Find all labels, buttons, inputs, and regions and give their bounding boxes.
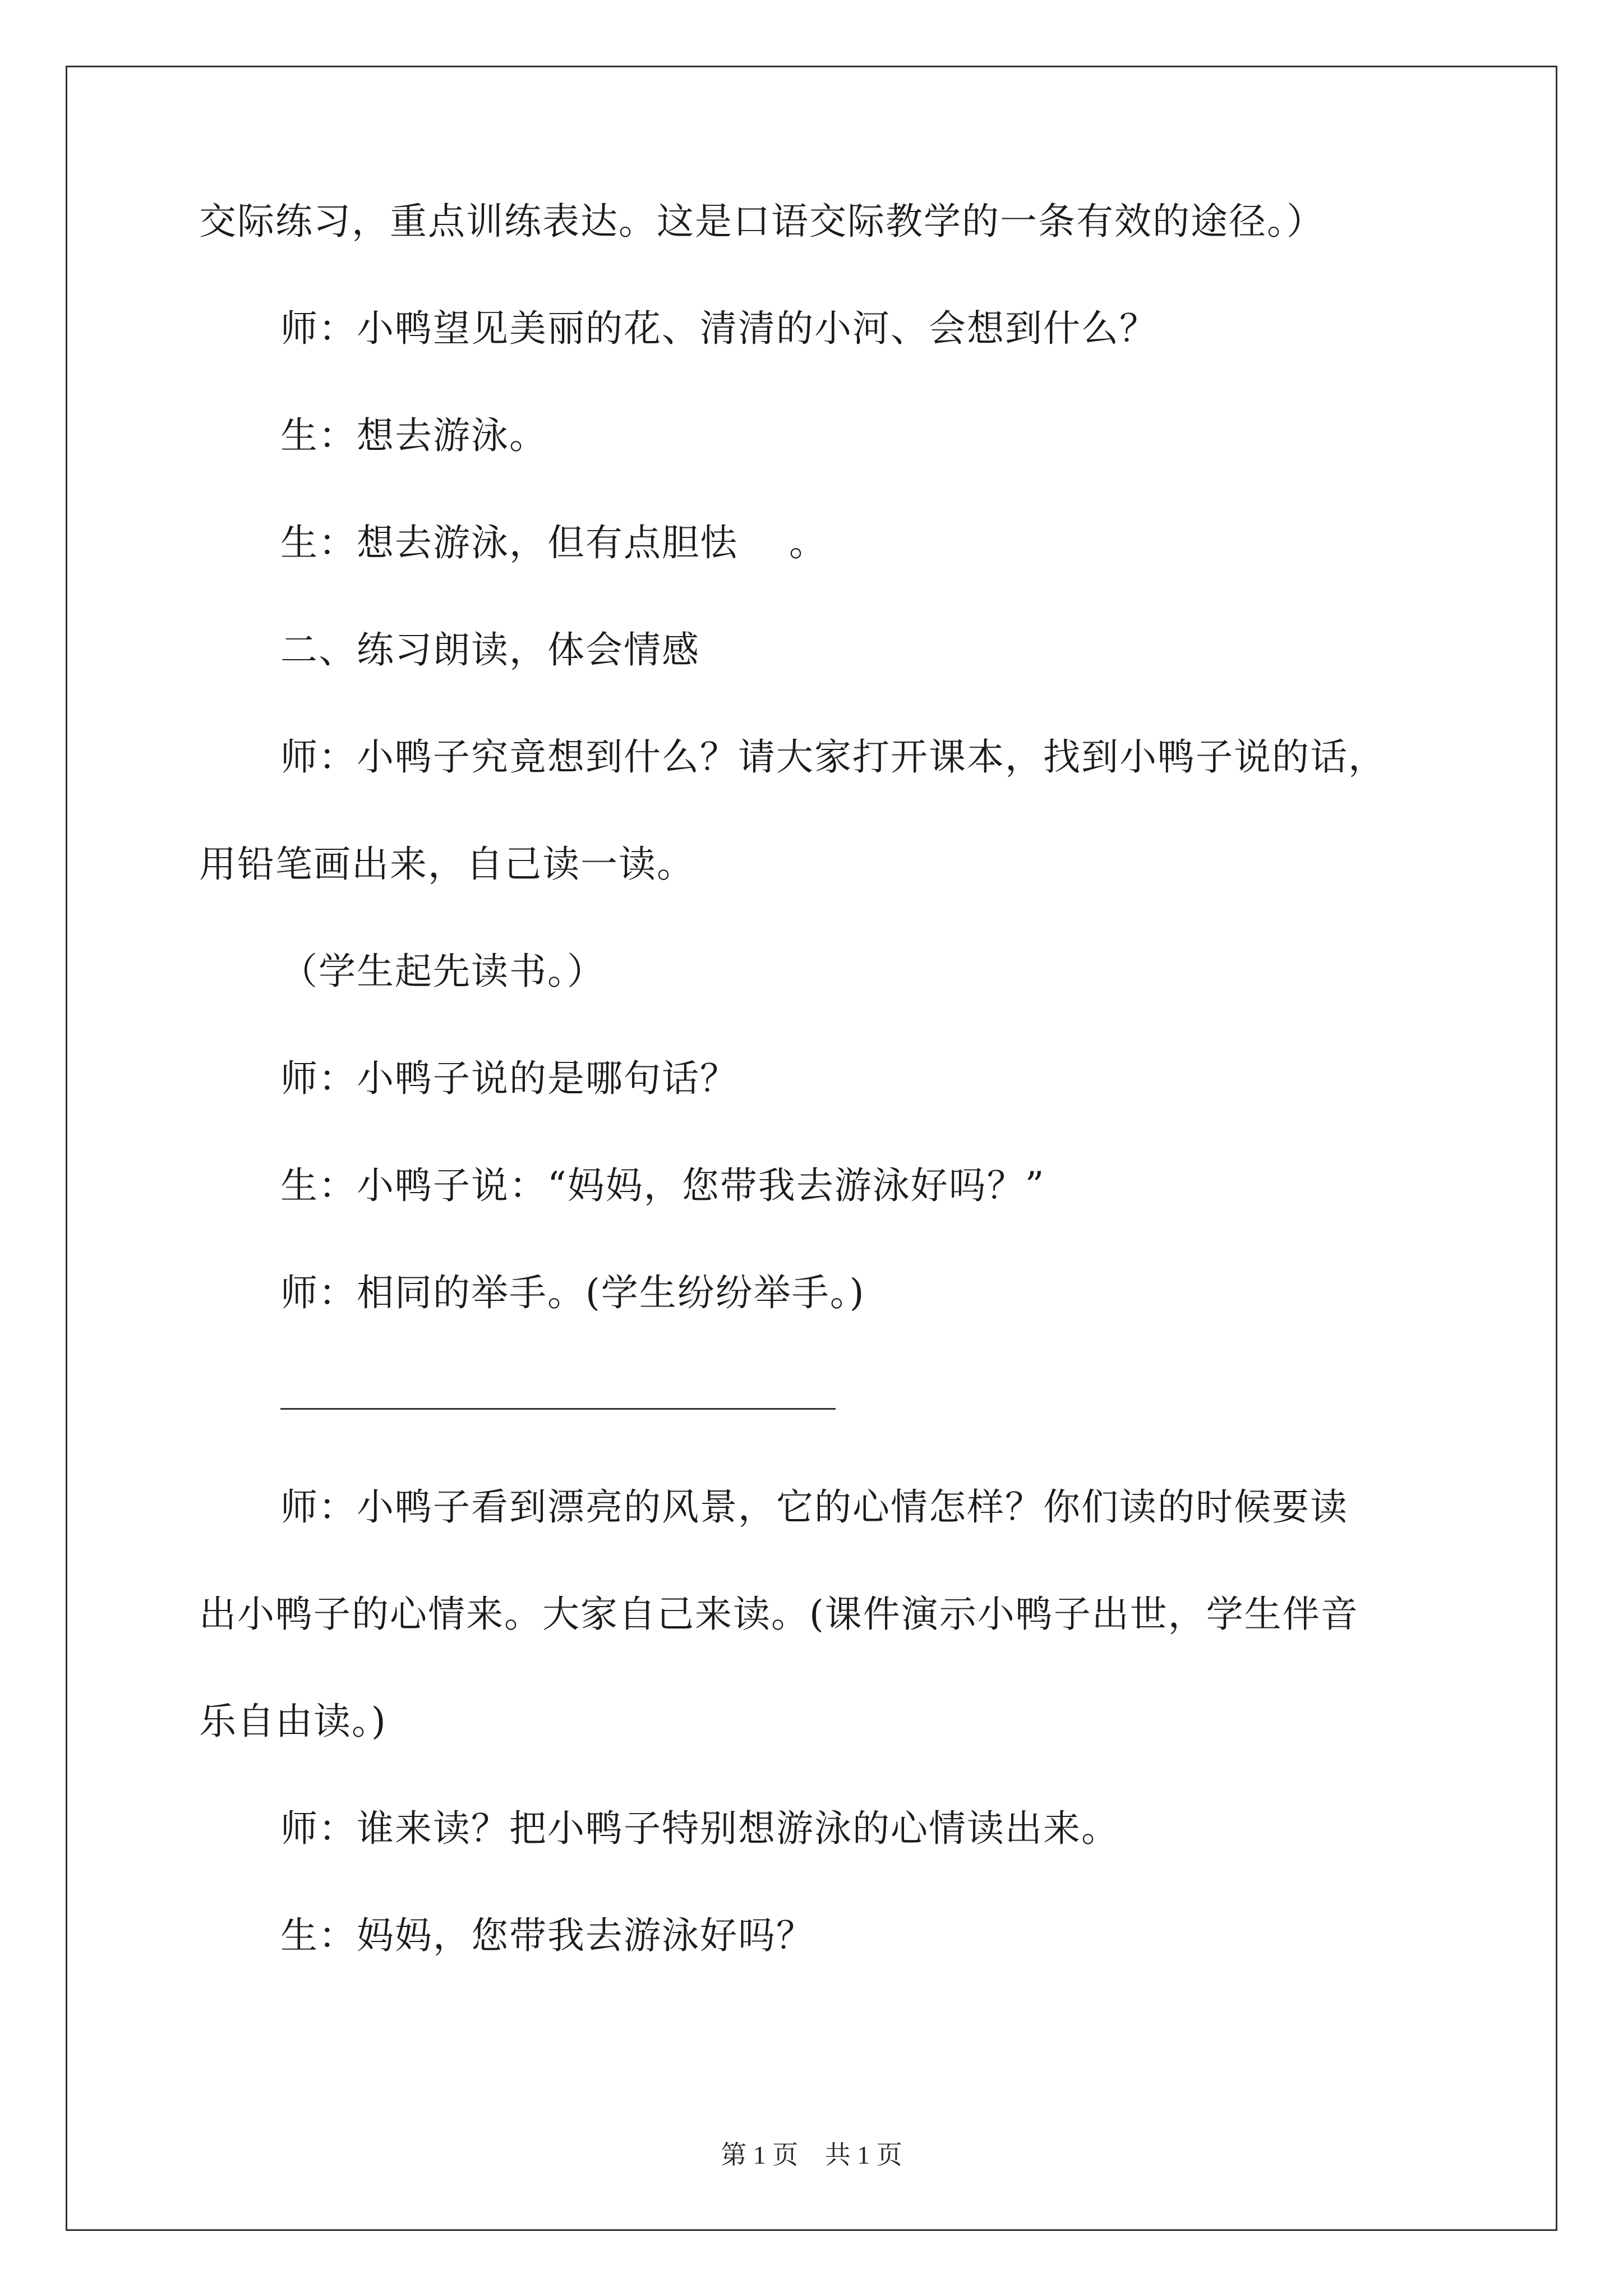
paragraph-line: 师：谁来读？把小鸭子特别想游泳的心情读出来。 <box>280 1807 1119 1850</box>
paragraph-line: 用铅笔画出来，自己读一读。 <box>199 843 695 886</box>
page-number-current: 第 1 页 <box>721 2141 799 2169</box>
paragraph-line: 生：小鸭子说：“妈妈，您带我去游泳好吗？” <box>280 1164 1045 1207</box>
paragraph-line: （学生起先读书。） <box>280 950 605 993</box>
paragraph-line: 师：小鸭望见美丽的花、清清的小河、会想到什么？ <box>280 307 1158 350</box>
paragraph-line: 出小鸭子的心情来。大家自己来读。(课件演示小鸭子出世，学生伴音 <box>199 1593 1359 1636</box>
paragraph-line: 乐自由读。) <box>199 1700 387 1743</box>
paragraph-line: 生：妈妈，您带我去游泳好吗？ <box>280 1914 814 1957</box>
page-footer <box>0 2134 1623 2171</box>
separator-line <box>280 1375 1461 1425</box>
paragraph-line: 师：小鸭子看到漂亮的风景，它的心情怎样？你们读的时候要读 <box>280 1485 1348 1529</box>
paragraph-line: 生：想去游泳。 <box>280 414 547 457</box>
document-body <box>199 196 1461 2018</box>
paragraph-line: 师：小鸭子究竟想到什么？请大家打开课本，找到小鸭子说的话， <box>280 735 1386 779</box>
paragraph-line: 师：小鸭子说的是哪句话？ <box>280 1057 738 1100</box>
horizontal-rule <box>280 1408 836 1410</box>
page-number-total: 共 1 页 <box>824 2141 902 2169</box>
paragraph-line: 交际练习，重点训练表达。这是口语交际教学的一条有效的途径。） <box>199 200 1325 243</box>
paragraph-line: 生：想去游泳，但有点胆怯 。 <box>280 521 827 564</box>
section-heading: 二、练习朗读，体会情感 <box>280 628 700 671</box>
paragraph-line: 师：相同的举手。(学生纷纷举手。) <box>280 1271 865 1314</box>
